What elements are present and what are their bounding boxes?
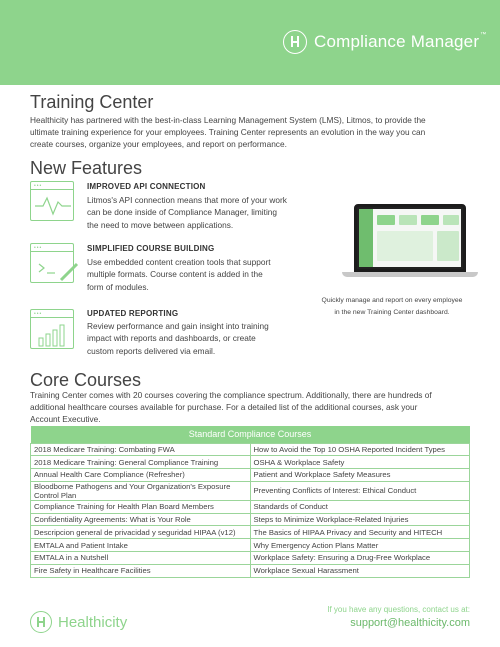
table-row — [31, 513, 470, 526]
table-cell: Preventing Conflicts of Interest: Ethical Conduct — [250, 481, 470, 500]
healthicity-logo-icon — [283, 30, 307, 54]
table-cell: Patient and Workplace Safety Measures — [250, 469, 470, 482]
core-courses-body: Training Center comes with 20 courses covering the compliance spectrum. Additionally, there are hundreds of additional healthcare courses available for purchase. For a detailed list of the additional courses, ask your Account Executive. — [30, 390, 432, 424]
table-row — [31, 539, 470, 552]
healthicity-footer-logo-icon — [30, 611, 52, 633]
laptop-caption: Quickly manage and report on every employee in the new Training Center dashboard. — [321, 297, 463, 316]
table-cell: Bloodborne Pathogens and Your Organization's Exposure Control Plan — [31, 481, 251, 500]
table-row — [31, 443, 470, 456]
support-email-link[interactable]: support@healthicity.com — [350, 617, 470, 629]
feature-title-api: IMPROVED API CONNECTION — [87, 182, 206, 191]
contact-question: If you have any questions, contact us at: — [327, 605, 470, 614]
table-row — [31, 552, 470, 565]
table-cell: 2018 Medicare Training: Combating FWA — [31, 443, 251, 456]
table-row — [31, 481, 470, 500]
table-row — [31, 469, 470, 482]
feature-title-course-building: SIMPLIFIED COURSE BUILDING — [87, 244, 215, 253]
feature-desc-api: Litmos's API connection means that more of your work can be done inside of Compliance Manager, limiting the need to move between applications. — [87, 195, 287, 230]
table-cell: Standards of Conduct — [250, 500, 470, 513]
table-cell: The Basics of HIPAA Privacy and Security and HITECH — [250, 526, 470, 539]
training-center-title: Training Center — [30, 92, 154, 112]
table-cell: Fire Safety in Healthcare Facilities — [31, 564, 251, 577]
table-cell: Descripcion general de privacidad y seguridad HIPAA (v12) — [31, 526, 251, 539]
courses-table — [30, 426, 470, 578]
feature-title-reporting: UPDATED REPORTING — [87, 309, 179, 318]
table-cell: EMTALA and Patient Intake — [31, 539, 251, 552]
table-cell: Confidentiality Agreements: What is Your Role — [31, 513, 251, 526]
code-terminal-pencil-icon: ••• — [30, 243, 74, 283]
footer-brand: Healthicity — [58, 613, 128, 631]
feature-desc-reporting: Review performance and gain insight into training impact with reports and dashboards, or create custom reports delivered via email. — [87, 321, 269, 356]
table-row — [31, 500, 470, 513]
table-cell: Steps to Minimize Workplace-Related Injuries — [250, 513, 470, 526]
training-center-body: Healthicity has partnered with the best-in-class Learning Management System (LMS), Litmos, to provide the ultimate training experience for your employees. Training Center represents an evolution in the way you can create courses, organize your employees, and report on performance. — [30, 115, 426, 149]
brand — [283, 30, 486, 54]
core-courses-title: Core Courses — [30, 370, 142, 390]
footer-logo — [30, 611, 127, 633]
table-cell: How to Avoid the Top 10 OSHA Reported Incident Types — [250, 443, 470, 456]
table-cell: OSHA & Workplace Safety — [250, 456, 470, 469]
new-features-title: New Features — [30, 158, 143, 178]
courses-table-header: Standard Compliance Courses — [31, 426, 470, 443]
feature-desc-course-building: Use embedded content creation tools that support multiple formats. Course content is added in the form of modules. — [87, 257, 271, 292]
header-banner — [0, 0, 500, 85]
table-row — [31, 564, 470, 577]
table-cell: Workplace Safety: Ensuring a Drug-Free Workplace — [250, 552, 470, 565]
table-cell: Why Emergency Action Plans Matter — [250, 539, 470, 552]
table-row — [31, 456, 470, 469]
bar-chart-icon: ••• — [30, 309, 74, 349]
pulse-line-icon: ••• — [30, 181, 74, 221]
brand-name: Compliance Manager™ — [314, 32, 487, 51]
table-row — [31, 526, 470, 539]
table-cell: Annual Health Care Compliance (Refresher) — [31, 469, 251, 482]
table-cell: EMTALA in a Nutshell — [31, 552, 251, 565]
table-cell: 2018 Medicare Training: General Compliance Training — [31, 456, 251, 469]
table-cell: Compliance Training for Health Plan Board Members — [31, 500, 251, 513]
table-cell: Workplace Sexual Harassment — [250, 564, 470, 577]
